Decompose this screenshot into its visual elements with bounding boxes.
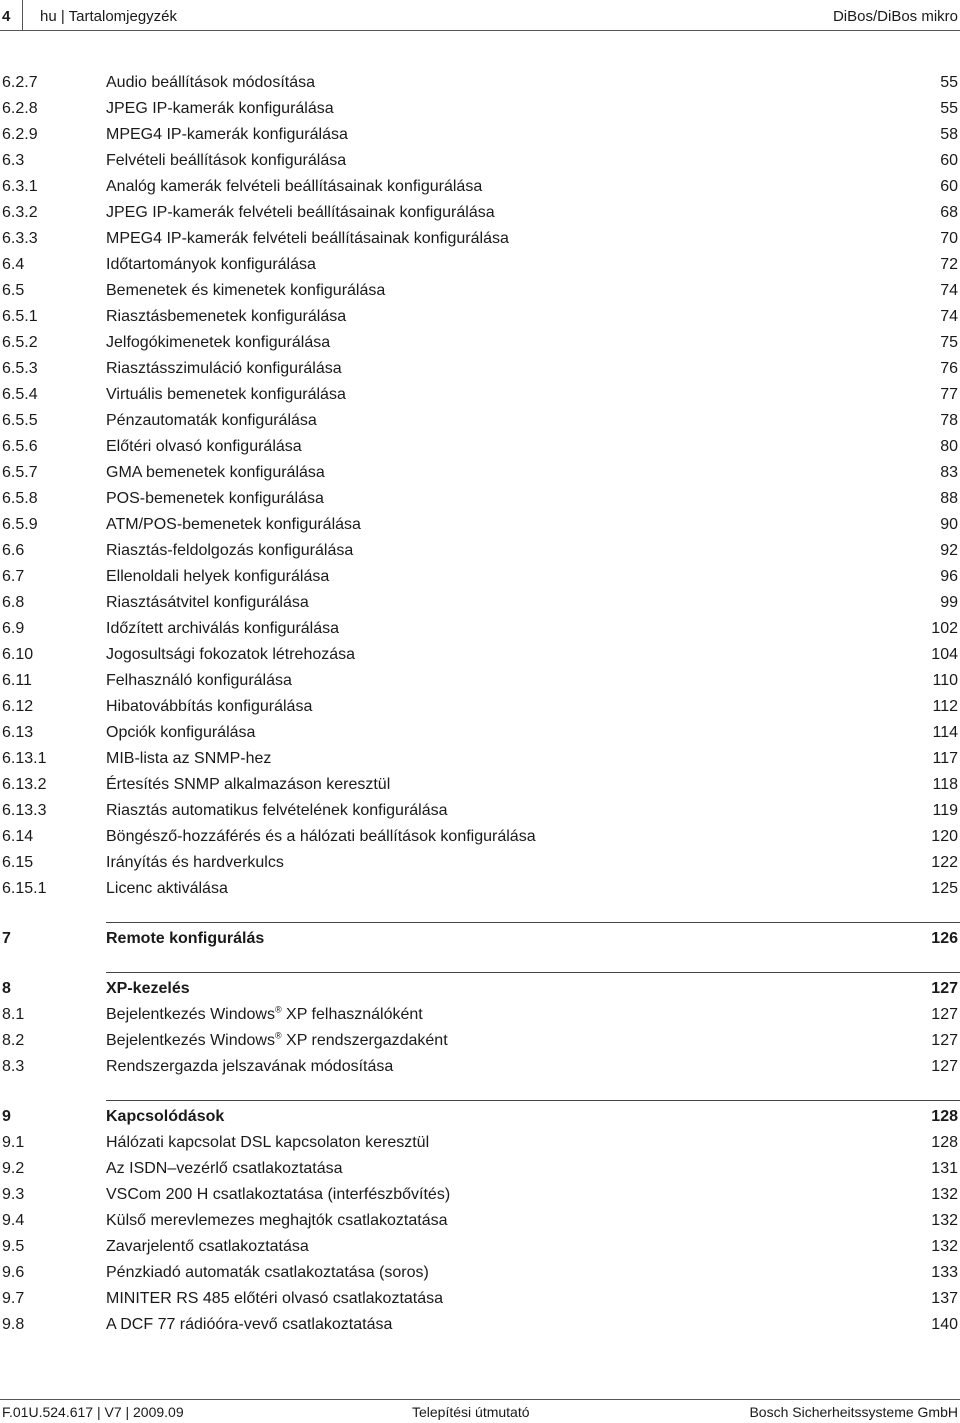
toc-title[interactable]: [106, 616, 339, 642]
toc-title-text: Pénzautomaták konfigurálása: [106, 412, 317, 429]
toc-page-number: 118: [932, 776, 958, 793]
toc-page-number: 75: [940, 334, 958, 351]
toc-page-number: 127: [931, 1032, 958, 1049]
toc-row[interactable]: [0, 70, 960, 96]
toc-number: 6.3.2: [2, 204, 38, 221]
toc-title-text: JPEG IP-kamerák konfigurálása: [106, 100, 334, 117]
toc-title-text: ATM/POS-bemenetek konfigurálása: [106, 516, 361, 533]
toc-title[interactable]: [106, 148, 346, 174]
toc-number: 6.3: [2, 152, 25, 169]
toc-row[interactable]: [0, 460, 960, 486]
registered-mark: ®: [274, 1004, 282, 1015]
toc-row[interactable]: [0, 746, 960, 772]
toc-title[interactable]: [106, 382, 346, 408]
toc-title[interactable]: [106, 1054, 393, 1080]
toc-title-text: XP-kezelés: [106, 980, 190, 997]
toc-number: 6.13.1: [2, 750, 47, 767]
toc-number: 6.5.5: [2, 412, 38, 429]
toc-title-text: Bemenetek és kimenetek konfigurálása: [106, 282, 386, 299]
toc-row[interactable]: [0, 850, 960, 876]
toc-row[interactable]: [0, 694, 960, 720]
toc-title-text: Riasztásszimuláció konfigurálása: [106, 360, 342, 377]
toc-row[interactable]: [0, 382, 960, 408]
toc-row[interactable]: [0, 174, 960, 200]
toc-title-text: Hibatovábbítás konfigurálása: [106, 698, 313, 715]
toc-title-text: Analóg kamerák felvételi beállításainak konfigurálása: [106, 178, 483, 195]
toc-row[interactable]: [0, 564, 960, 590]
toc-title[interactable]: [106, 278, 385, 304]
toc-number: 8: [2, 980, 11, 997]
toc-row[interactable]: [0, 1286, 960, 1312]
header-rule: [0, 30, 960, 31]
company-name: Bosch Sicherheitssysteme GmbH: [749, 1404, 958, 1420]
toc-page-number: 74: [940, 282, 958, 299]
page-number: 4: [2, 8, 11, 25]
toc-title-text: POS-bemenetek konfigurálása: [106, 490, 324, 507]
toc-page-number: 70: [940, 230, 958, 247]
toc-page-number: 76: [940, 360, 958, 377]
toc-number: 9: [2, 1108, 11, 1125]
toc-number: 6.15.1: [2, 880, 47, 897]
toc-title-text: GMA bemenetek konfigurálása: [106, 464, 325, 481]
toc-title-text: MPEG4 IP-kamerák felvételi beállításainak konfigurálása: [106, 230, 509, 247]
toc-page-number: 55: [940, 100, 958, 117]
toc-row[interactable]: [0, 408, 960, 434]
toc-title[interactable]: [106, 668, 292, 694]
toc-title-text: Külső merevlemezes meghajtók csatlakoztatása: [106, 1212, 448, 1229]
toc-number: 6.2.9: [2, 126, 38, 143]
toc-page-number: 119: [932, 802, 958, 819]
toc-number: 9.7: [2, 1290, 25, 1307]
toc-title[interactable]: [106, 976, 190, 1002]
toc-title[interactable]: [106, 720, 255, 746]
toc-title[interactable]: [106, 538, 353, 564]
toc-page-number: 133: [931, 1264, 958, 1281]
toc-title-text: Licenc aktiválása: [106, 880, 228, 897]
toc-row[interactable]: [0, 824, 960, 850]
toc-number: 9.3: [2, 1186, 25, 1203]
toc-number: 6.5.6: [2, 438, 38, 455]
toc-page-number: 127: [931, 980, 958, 997]
toc-title-text: Opciók konfigurálása: [106, 724, 256, 741]
toc-title-text: MIB-lista az SNMP-hez: [106, 750, 272, 767]
toc-title[interactable]: [106, 174, 482, 200]
toc-page-number: 60: [940, 152, 958, 169]
toc-title[interactable]: [106, 1002, 423, 1028]
toc-title-text: Irányítás és hardverkulcs: [106, 854, 284, 871]
toc-number: 9.8: [2, 1316, 25, 1333]
toc-row[interactable]: [0, 278, 960, 304]
toc-page-number: 77: [940, 386, 958, 403]
toc-page-number: 120: [931, 828, 958, 845]
toc-row[interactable]: [0, 876, 960, 902]
toc-row[interactable]: [0, 96, 960, 122]
toc-page-number: 132: [931, 1238, 958, 1255]
toc-title[interactable]: [106, 1130, 429, 1156]
toc-title[interactable]: [106, 122, 348, 148]
toc-title[interactable]: [106, 798, 448, 824]
document-type: Telepítési útmutató: [412, 1404, 530, 1420]
toc-number: 6.13.2: [2, 776, 47, 793]
toc-number: 7: [2, 930, 11, 947]
toc-title[interactable]: [106, 590, 309, 616]
toc-title-text: Riasztásátvitel konfigurálása: [106, 594, 309, 611]
toc-number: 9.1: [2, 1134, 25, 1151]
toc-page-number: 58: [940, 126, 958, 143]
toc-row[interactable]: [0, 642, 960, 668]
header-divider: [22, 0, 23, 30]
toc-number: 6.13: [2, 724, 34, 741]
toc-row[interactable]: [0, 590, 960, 616]
toc-title-text: Zavarjelentő csatlakoztatása: [106, 1238, 309, 1255]
toc-page-number: 104: [931, 646, 958, 663]
toc-number: 6.15: [2, 854, 34, 871]
product-name: DiBos/DiBos mikro: [832, 8, 958, 25]
toc-page-number: 99: [940, 594, 958, 611]
toc-page-number: 80: [940, 438, 958, 455]
toc-title[interactable]: [106, 1104, 224, 1130]
toc-number: 6.5.3: [2, 360, 38, 377]
toc-page-number: 92: [940, 542, 958, 559]
toc-row[interactable]: [0, 798, 960, 824]
toc-title[interactable]: [106, 408, 317, 434]
toc-title-text: Virtuális bemenetek konfigurálása: [106, 386, 346, 403]
toc-page-number: 128: [931, 1108, 958, 1125]
toc-row[interactable]: [0, 252, 960, 278]
chapter-row[interactable]: [0, 926, 960, 952]
toc-title[interactable]: [106, 1182, 450, 1208]
toc-page-number: 122: [931, 854, 958, 871]
toc-title-text: Az ISDN–vezérlő csatlakoztatása: [106, 1160, 343, 1177]
toc-title[interactable]: [106, 96, 334, 122]
toc-row[interactable]: [0, 122, 960, 148]
toc-row[interactable]: [0, 330, 960, 356]
toc-number: 6.5.8: [2, 490, 38, 507]
page-header: [0, 0, 960, 34]
toc-title[interactable]: [106, 70, 315, 96]
toc-page-number: 131: [931, 1160, 958, 1177]
toc-title-text: Jogosultsági fokozatok létrehozása: [106, 646, 356, 663]
toc-title-text: Időzített archiválás konfigurálása: [106, 620, 340, 637]
toc-row[interactable]: [0, 538, 960, 564]
toc-page-number: 127: [931, 1006, 958, 1023]
toc-title[interactable]: [106, 252, 316, 278]
toc-row[interactable]: [0, 1054, 960, 1080]
toc-number: 6.5.4: [2, 386, 38, 403]
toc-number: 9.4: [2, 1212, 25, 1229]
toc-title[interactable]: [106, 1286, 443, 1312]
toc-title-suffix: XP felhasználóként: [281, 1006, 423, 1023]
toc-number: 6.12: [2, 698, 34, 715]
footer-rule: [0, 1399, 960, 1400]
toc-row[interactable]: [0, 1002, 960, 1028]
toc-number: 8.2: [2, 1032, 25, 1049]
toc-title[interactable]: [106, 824, 536, 850]
toc-title[interactable]: [106, 226, 509, 252]
toc-number: 6.5.2: [2, 334, 38, 351]
toc-title[interactable]: [106, 304, 346, 330]
toc-row[interactable]: [0, 512, 960, 538]
toc-page-number: 102: [931, 620, 958, 637]
toc-title-text: Rendszergazda jelszavának módosítása: [106, 1058, 394, 1075]
toc-number: 8.1: [2, 1006, 25, 1023]
toc-row[interactable]: [0, 148, 960, 174]
toc-title-text: Remote konfigurálás: [106, 930, 265, 947]
toc-title[interactable]: [106, 850, 284, 876]
toc-title-text: Audio beállítások módosítása: [106, 74, 316, 91]
toc-page-number: 127: [931, 1058, 958, 1075]
toc-number: 6.11: [2, 672, 32, 689]
toc-number: 6.6: [2, 542, 25, 559]
toc-number: 6.9: [2, 620, 25, 637]
toc-page-number: 96: [940, 568, 958, 585]
toc-row[interactable]: [0, 1182, 960, 1208]
toc-row[interactable]: [0, 434, 960, 460]
toc-title[interactable]: [106, 1234, 309, 1260]
toc-page-number: 114: [932, 724, 958, 741]
chapter-row[interactable]: [0, 1104, 960, 1130]
toc-title[interactable]: [106, 1260, 429, 1286]
toc-title[interactable]: [106, 460, 325, 486]
toc-row[interactable]: [0, 1028, 960, 1054]
toc-title[interactable]: [106, 1028, 448, 1054]
toc-number: 6.7: [2, 568, 25, 585]
toc-row[interactable]: [0, 668, 960, 694]
toc-number: 6.5.7: [2, 464, 38, 481]
toc-title[interactable]: [106, 772, 390, 798]
toc-title-text: MPEG4 IP-kamerák konfigurálása: [106, 126, 348, 143]
toc-title-text: Jelfogókimenetek konfigurálása: [106, 334, 331, 351]
toc-title-text: Hálózati kapcsolat DSL kapcsolaton keresztül: [106, 1134, 430, 1151]
toc-title[interactable]: [106, 694, 312, 720]
toc-number: 6.3.3: [2, 230, 38, 247]
toc-number: 9.6: [2, 1264, 25, 1281]
toc-title-text: JPEG IP-kamerák felvételi beállításainak konfigurálása: [106, 204, 495, 221]
toc-title[interactable]: [106, 642, 355, 668]
chapter-rule: [106, 1100, 960, 1101]
toc-page-number: 60: [940, 178, 958, 195]
toc-title[interactable]: [106, 564, 329, 590]
document-id: F.01U.524.617 | V7 | 2009.09: [2, 1404, 184, 1420]
toc-title[interactable]: [106, 434, 302, 460]
toc-row[interactable]: [0, 304, 960, 330]
toc-page-number: 55: [940, 74, 958, 91]
toc-page-number: 128: [931, 1134, 958, 1151]
toc-title-text: Ellenoldali helyek konfigurálása: [106, 568, 330, 585]
chapter-rule: [106, 922, 960, 923]
toc-title-text: Böngésző-hozzáférés és a hálózati beállítások konfigurálása: [106, 828, 536, 845]
toc-title[interactable]: [106, 746, 271, 772]
page-footer: [0, 1399, 960, 1423]
toc-title[interactable]: [106, 1312, 392, 1338]
toc-title-text: Értesítés SNMP alkalmazáson keresztül: [106, 776, 391, 793]
toc-title-text: Felvételi beállítások konfigurálása: [106, 152, 347, 169]
toc-title-text: MINITER RS 485 előtéri olvasó csatlakoztatása: [106, 1290, 444, 1307]
toc-number: 8.3: [2, 1058, 25, 1075]
toc-title-text: Riasztás-feldolgozás konfigurálása: [106, 542, 354, 559]
toc-title-text: VSCom 200 H csatlakoztatása (interfészbővítés): [106, 1186, 451, 1203]
toc-page-number: 88: [940, 490, 958, 507]
toc-title[interactable]: [106, 486, 324, 512]
toc-number: 6.2.7: [2, 74, 38, 91]
toc-number: 6.8: [2, 594, 25, 611]
toc-title[interactable]: [106, 330, 330, 356]
toc-row[interactable]: [0, 616, 960, 642]
toc-number: 6.4: [2, 256, 25, 273]
registered-mark: ®: [274, 1030, 282, 1041]
toc-title[interactable]: [106, 1156, 343, 1182]
toc-page-number: 126: [931, 930, 958, 947]
toc-number: 9.5: [2, 1238, 25, 1255]
toc-number: 6.2.8: [2, 100, 38, 117]
toc-page-number: 112: [932, 698, 958, 715]
toc-page-number: 125: [931, 880, 958, 897]
toc-number: 6.5.9: [2, 516, 38, 533]
toc-page-number: 72: [940, 256, 958, 273]
toc-page-number: 68: [940, 204, 958, 221]
toc-number: 6.14: [2, 828, 34, 845]
toc-page-number: 132: [931, 1212, 958, 1229]
toc-row[interactable]: [0, 486, 960, 512]
toc-title-text: A DCF 77 rádióóra-vevő csatlakoztatása: [106, 1316, 393, 1333]
toc-title-text: Pénzkiadó automaták csatlakoztatása (soros): [106, 1264, 429, 1281]
toc-row[interactable]: [0, 200, 960, 226]
toc-page-number: 132: [931, 1186, 958, 1203]
toc-row[interactable]: [0, 720, 960, 746]
toc-title[interactable]: [106, 512, 361, 538]
toc-title-text: Riasztás automatikus felvételének konfigurálása: [106, 802, 448, 819]
section-title: hu | Tartalomjegyzék: [40, 8, 178, 25]
toc-page-number: 110: [932, 672, 958, 689]
toc-title-text: Felhasználó konfigurálása: [106, 672, 292, 689]
toc-row[interactable]: [0, 1130, 960, 1156]
toc-title-text: Kapcsolódások: [106, 1108, 225, 1125]
toc-title-text: Előtéri olvasó konfigurálása: [106, 438, 302, 455]
toc-title-suffix: XP rendszergazdaként: [281, 1032, 448, 1049]
chapter-rule: [106, 972, 960, 973]
toc-title-text: Időtartományok konfigurálása: [106, 256, 316, 273]
toc-row[interactable]: [0, 1312, 960, 1338]
toc-page-number: 78: [940, 412, 958, 429]
toc-page-number: 140: [931, 1316, 958, 1333]
toc-number: 6.10: [2, 646, 34, 663]
toc-number: 6.3.1: [2, 178, 38, 195]
toc-row[interactable]: [0, 1208, 960, 1234]
toc-title[interactable]: [106, 356, 342, 382]
toc-number: 6.5.1: [2, 308, 38, 325]
toc-title[interactable]: [106, 876, 228, 902]
toc-page-number: 137: [931, 1290, 958, 1307]
toc-row[interactable]: [0, 1234, 960, 1260]
toc-title[interactable]: [106, 1208, 448, 1234]
toc-number: 6.13.3: [2, 802, 47, 819]
chapter-row[interactable]: [0, 976, 960, 1002]
toc-row[interactable]: [0, 772, 960, 798]
toc-row[interactable]: [0, 356, 960, 382]
toc-row[interactable]: [0, 226, 960, 252]
toc-title-text: Riasztásbemenetek konfigurálása: [106, 308, 347, 325]
toc-title[interactable]: [106, 926, 264, 952]
toc-row[interactable]: [0, 1156, 960, 1182]
toc-page-number: 74: [940, 308, 958, 325]
toc-page-number: 83: [940, 464, 958, 481]
toc-number: 9.2: [2, 1160, 25, 1177]
toc-page-number: 90: [940, 516, 958, 533]
toc-title-text: Bejelentkezés Windows: [106, 1006, 275, 1023]
toc-page-number: 117: [932, 750, 958, 767]
toc-title-text: Bejelentkezés Windows: [106, 1032, 275, 1049]
toc-row[interactable]: [0, 1260, 960, 1286]
toc-number: 6.5: [2, 282, 25, 299]
toc-title[interactable]: [106, 200, 495, 226]
